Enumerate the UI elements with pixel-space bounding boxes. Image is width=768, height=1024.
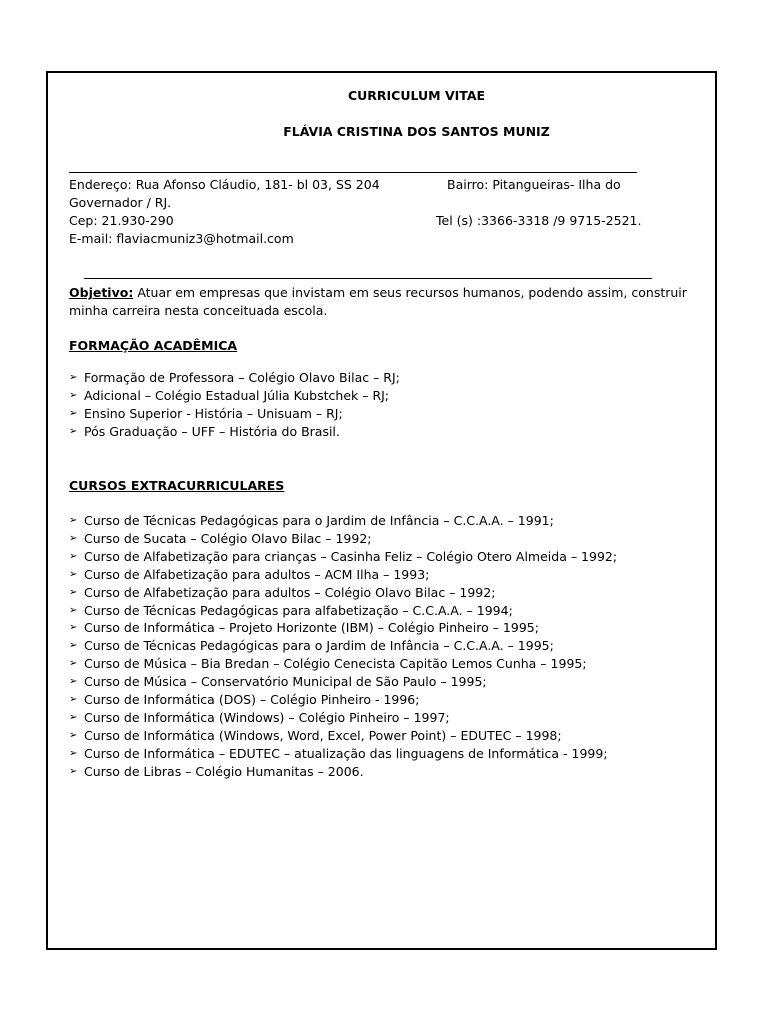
education-heading: FORMAÇÃO ACADÊMICA — [69, 338, 238, 353]
objective-line-1 — [69, 284, 687, 302]
document-title: CURRICULUM VITAE — [347, 88, 486, 103]
address-line-2: Governador / RJ. — [69, 195, 172, 210]
arrowhead-bullet-icon: ➢ — [69, 711, 78, 723]
list-item: ➢ Curso de Informática – Projeto Horizonte (IBM) – Colégio Pinheiro – 1995; — [69, 620, 539, 636]
cep: Cep: 21.930-290 — [69, 213, 174, 228]
list-item: ➢ Curso de Alfabetização para adultos – ACM Ilha – 1993; — [69, 566, 430, 582]
objective-text: Atuar em empresas que invistam em seus recursos humanos, podendo assim, construir — [133, 285, 687, 300]
arrowhead-bullet-icon: ➢ — [69, 372, 78, 383]
arrowhead-bullet-icon: ➢ — [69, 515, 78, 526]
courses-list — [69, 512, 617, 781]
objective-line-2: minha carreira nesta conceituada escola. — [69, 303, 328, 318]
email: E-mail: flaviacmuniz3@hotmail.com — [69, 231, 294, 246]
arrowhead-bullet-icon: ➢ — [69, 658, 78, 670]
contact-divider — [84, 278, 652, 279]
list-item: ➢ Curso de Técnicas Pedagógicas para o Jardim de Infância – C.C.A.A. – 1991; — [69, 513, 554, 528]
list-item: ➢ Curso de Informática (Windows, Word, Excel, Power Point) – EDUTEC – 1998; — [69, 727, 562, 743]
arrowhead-bullet-icon: ➢ — [69, 622, 78, 634]
list-item: ➢ Curso de Informática – EDUTEC – atualização das linguagens de Informática - 1999; — [69, 745, 608, 761]
list-item: ➢ Curso de Informática (DOS) – Colégio Pinheiro - 1996; — [69, 692, 420, 708]
arrowhead-bullet-icon: ➢ — [69, 407, 78, 419]
arrowhead-bullet-icon: ➢ — [69, 425, 78, 437]
list-item: ➢ Curso de Libras – Colégio Humanitas – 2006. — [69, 763, 364, 779]
arrowhead-bullet-icon: ➢ — [69, 729, 78, 741]
arrowhead-bullet-icon: ➢ — [69, 765, 78, 777]
list-item: ➢ Curso de Informática (Windows) – Colégio Pinheiro – 1997; — [69, 709, 450, 725]
arrowhead-bullet-icon: ➢ — [69, 676, 78, 688]
address-line-1: Endereço: Rua Afonso Cláudio, 181- bl 03, SS 204 — [69, 177, 380, 192]
arrowhead-bullet-icon: ➢ — [69, 640, 78, 652]
list-item: ➢ Pós Graduação – UFF – História do Brasil. — [69, 423, 340, 439]
phone: Tel (s) :3366-3318 /9 9715-2521. — [436, 213, 642, 228]
header-divider — [69, 172, 637, 173]
education-list — [69, 369, 400, 441]
list-item: ➢ Curso de Técnicas Pedagógicas para o Jardim de Infância – C.C.A.A. – 1995; — [69, 638, 554, 654]
arrowhead-bullet-icon: ➢ — [69, 586, 78, 598]
person-name: FLÁVIA CRISTINA DOS SANTOS MUNIZ — [283, 124, 550, 139]
arrowhead-bullet-icon: ➢ — [69, 568, 78, 580]
list-item: ➢ Curso de Música – Conservatório Municipal de São Paulo – 1995; — [69, 674, 487, 690]
courses-heading: CURSOS EXTRACURRICULARES — [69, 478, 285, 493]
arrowhead-bullet-icon: ➢ — [69, 550, 78, 562]
list-item: ➢ Formação de Professora – Colégio Olavo Bilac – RJ; — [69, 370, 400, 385]
arrowhead-bullet-icon: ➢ — [69, 694, 78, 706]
arrowhead-bullet-icon: ➢ — [69, 532, 78, 544]
list-item: ➢ Adicional – Colégio Estadual Júlia Kubstchek – RJ; — [69, 387, 390, 403]
arrowhead-bullet-icon: ➢ — [69, 747, 78, 759]
arrowhead-bullet-icon: ➢ — [69, 389, 78, 401]
list-item: ➢ Curso de Música – Bia Bredan – Colégio Cenecista Capitão Lemos Cunha – 1995; — [69, 656, 587, 672]
list-item: ➢ Curso de Sucata – Colégio Olavo Bilac – 1992; — [69, 530, 372, 546]
list-item: ➢ Curso de Alfabetização para adultos – Colégio Olavo Bilac – 1992; — [69, 584, 496, 600]
objective-label: Objetivo: — [69, 285, 134, 300]
arrowhead-bullet-icon: ➢ — [69, 604, 78, 616]
bairro-label: Bairro: Pitangueiras- Ilha do — [447, 177, 621, 192]
list-item: ➢ Curso de Alfabetização para crianças – Casinha Feliz – Colégio Otero Almeida – 1992; — [69, 548, 618, 564]
list-item: ➢ Ensino Superior - História – Unisuam – RJ; — [69, 405, 343, 421]
list-item: ➢ Curso de Técnicas Pedagógicas para alfabetização – C.C.A.A. – 1994; — [69, 602, 513, 618]
